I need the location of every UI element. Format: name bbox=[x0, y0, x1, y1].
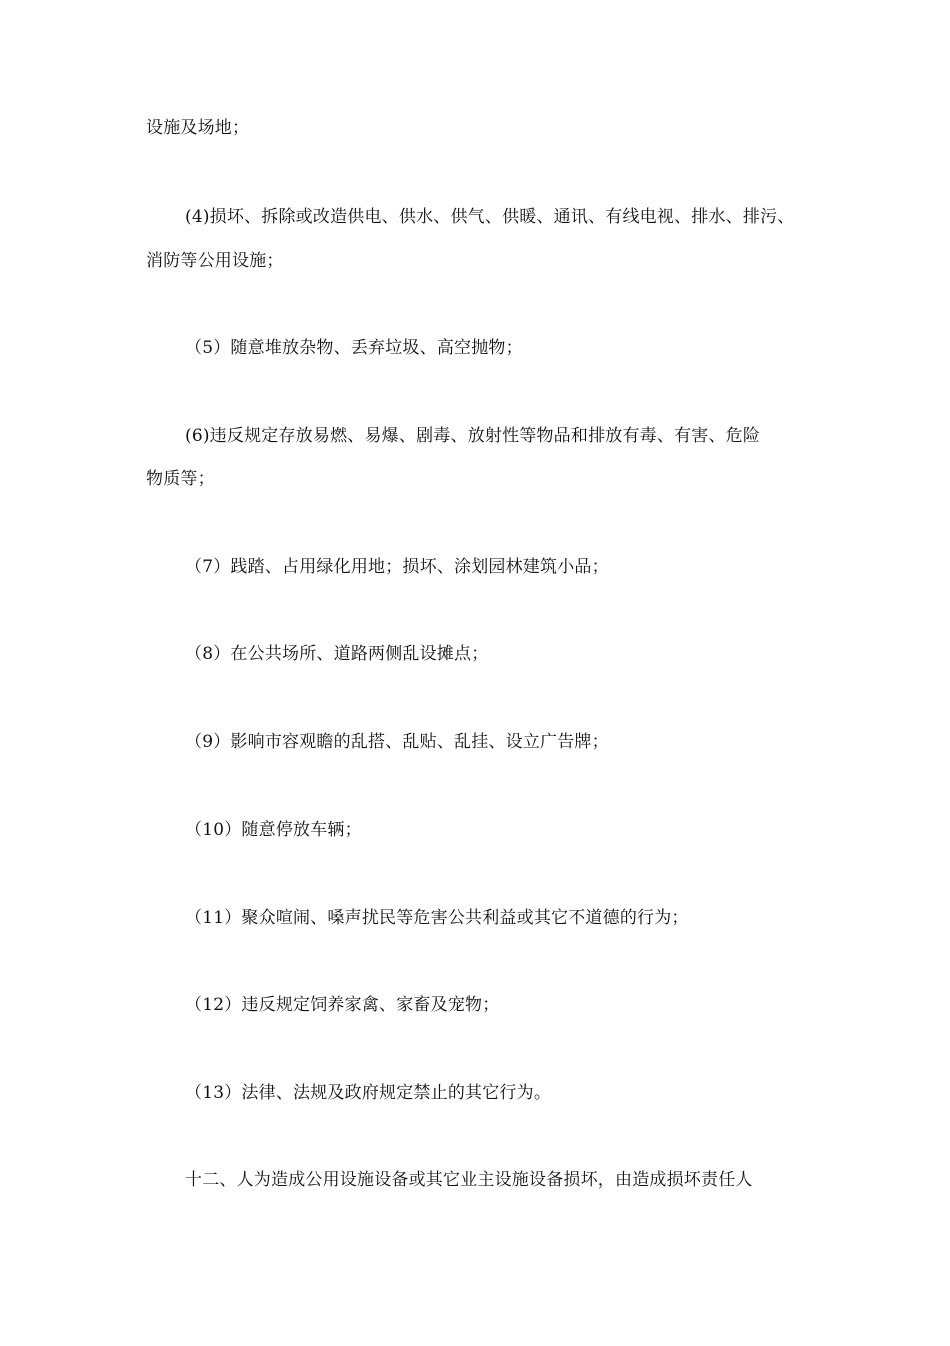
section-12-line-1: 十二、人为造成公用设施设备或其它业主设施设备损坏，由造成损坏责任人 bbox=[185, 1170, 753, 1190]
text-line-1: 设施及场地； bbox=[146, 118, 250, 138]
item-13: （13）法律、法规及政府规定禁止的其它行为。 bbox=[185, 1083, 552, 1103]
item-12: （12）违反规定饲养家禽、家畜及宠物； bbox=[185, 995, 500, 1015]
item-4-line-2: 消防等公用设施； bbox=[146, 251, 284, 271]
item-10: （10）随意停放车辆； bbox=[185, 820, 362, 840]
item-8: （8）在公共场所、道路两侧乱设摊点； bbox=[185, 644, 489, 664]
item-7: （7）践踏、占用绿化用地；损坏、涂划园林建筑小品； bbox=[185, 557, 609, 577]
item-6-line-2: 物质等； bbox=[146, 469, 215, 489]
item-4-line-1: (4)损坏、拆除或改造供电、供水、供气、供暖、通讯、有线电视、排水、排污、 bbox=[185, 207, 795, 227]
item-11: （11）聚众喧闹、嗓声扰民等危害公共利益或其它不道德的行为； bbox=[185, 908, 689, 928]
item-9: （9）影响市容观瞻的乱搭、乱贴、乱挂、设立广告牌； bbox=[185, 732, 609, 752]
item-6-line-1: (6)违反规定存放易燃、易爆、剧毒、放射性等物品和排放有毒、有害、危险 bbox=[185, 426, 761, 446]
item-5: （5）随意堆放杂物、丢弃垃圾、高空抛物； bbox=[185, 338, 523, 358]
